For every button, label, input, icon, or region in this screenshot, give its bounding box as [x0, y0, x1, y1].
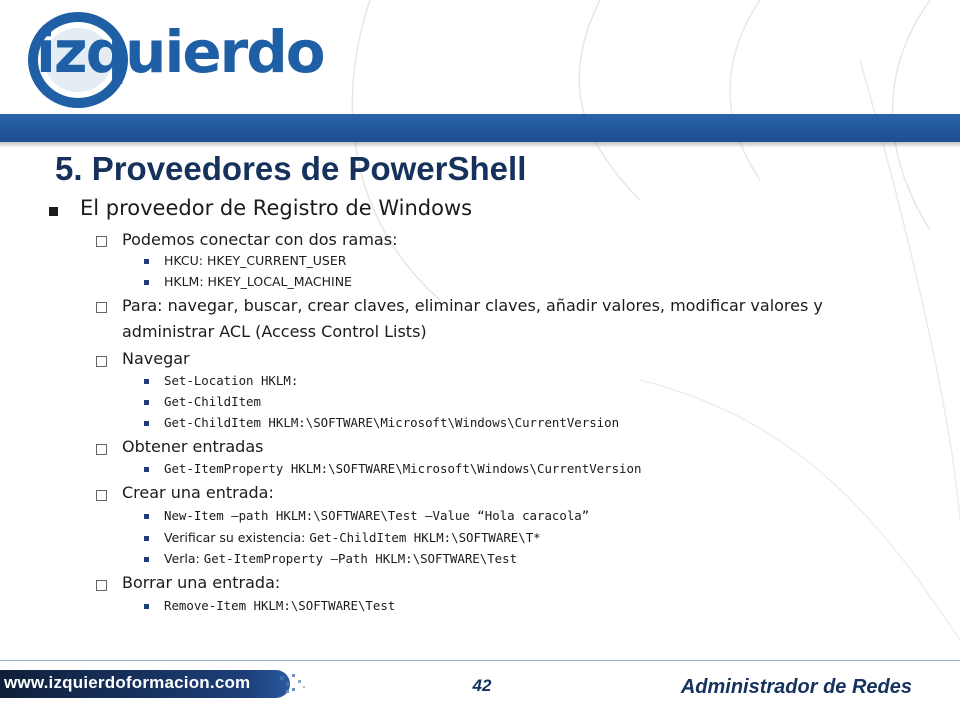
code-line: Get-ChildItem — [164, 394, 261, 409]
bullet-small-icon — [144, 259, 149, 264]
bullet-small-icon — [144, 421, 149, 426]
bullet-square-icon — [49, 207, 58, 216]
main-heading: El proveedor de Registro de Windows — [80, 196, 473, 220]
slide-title: 5. Proveedores de PowerShell — [55, 150, 527, 187]
footer-dots-decoration — [278, 670, 310, 698]
bullet-hollow-square-icon — [96, 236, 107, 247]
code-span: Get-ItemProperty –Path HKLM:\SOFTWARE\Test — [203, 551, 518, 566]
bullet-hollow-square-icon — [96, 490, 107, 501]
bullet-hollow-square-icon — [96, 302, 107, 313]
section-label: Navegar — [122, 349, 190, 368]
bullet-hollow-square-icon — [96, 580, 107, 591]
section-label: Para: navegar, buscar, crear claves, eliminar claves, añadir valores, modificar valores y administrar ACL (Access Control Lists) — [122, 296, 823, 341]
footer-divider — [0, 660, 960, 661]
bullet-hollow-square-icon — [96, 356, 107, 367]
section-label: Obtener entradas — [122, 437, 264, 456]
list-item: HKCU: HKEY_CURRENT_USER — [164, 253, 347, 268]
code-line: New-Item –path HKLM:\SOFTWARE\Test –Value “Hola caracola” — [164, 508, 590, 523]
course-title: Administrador de Redes — [680, 676, 912, 698]
item-prefix: Verla: — [164, 551, 204, 566]
list-item — [164, 530, 541, 545]
section-label: Podemos conectar con dos ramas: — [122, 230, 398, 249]
bullet-small-icon — [144, 557, 149, 562]
header-shadow — [0, 142, 960, 148]
bullet-small-icon — [144, 604, 149, 609]
footer-website-link[interactable]: www.izquierdoformacion.com — [4, 673, 251, 692]
bullet-small-icon — [144, 467, 149, 472]
section-label: Borrar una entrada: — [122, 573, 281, 592]
item-prefix: Verificar su existencia: — [164, 530, 310, 545]
bullet-small-icon — [144, 536, 149, 541]
bullet-hollow-square-icon — [96, 444, 107, 455]
page-number: 42 — [472, 676, 492, 695]
logo-text: izquierdo — [36, 18, 324, 86]
list-item — [164, 551, 517, 566]
section-label: Crear una entrada: — [122, 483, 274, 502]
code-line: Set-Location HKLM: — [164, 373, 299, 388]
bullet-small-icon — [144, 514, 149, 519]
list-item: HKLM: HKEY_LOCAL_MACHINE — [164, 274, 352, 289]
code-line: Get-ChildItem HKLM:\SOFTWARE\Microsoft\Windows\CurrentVersion — [164, 415, 620, 430]
bullet-small-icon — [144, 400, 149, 405]
bullet-small-icon — [144, 379, 149, 384]
code-line: Remove-Item HKLM:\SOFTWARE\Test — [164, 598, 396, 613]
code-span: Get-ChildItem HKLM:\SOFTWARE\T* — [309, 530, 541, 545]
header-band — [0, 114, 960, 142]
bullet-small-icon — [144, 280, 149, 285]
code-line: Get-ItemProperty HKLM:\SOFTWARE\Microsoft\Windows\CurrentVersion — [164, 461, 642, 476]
